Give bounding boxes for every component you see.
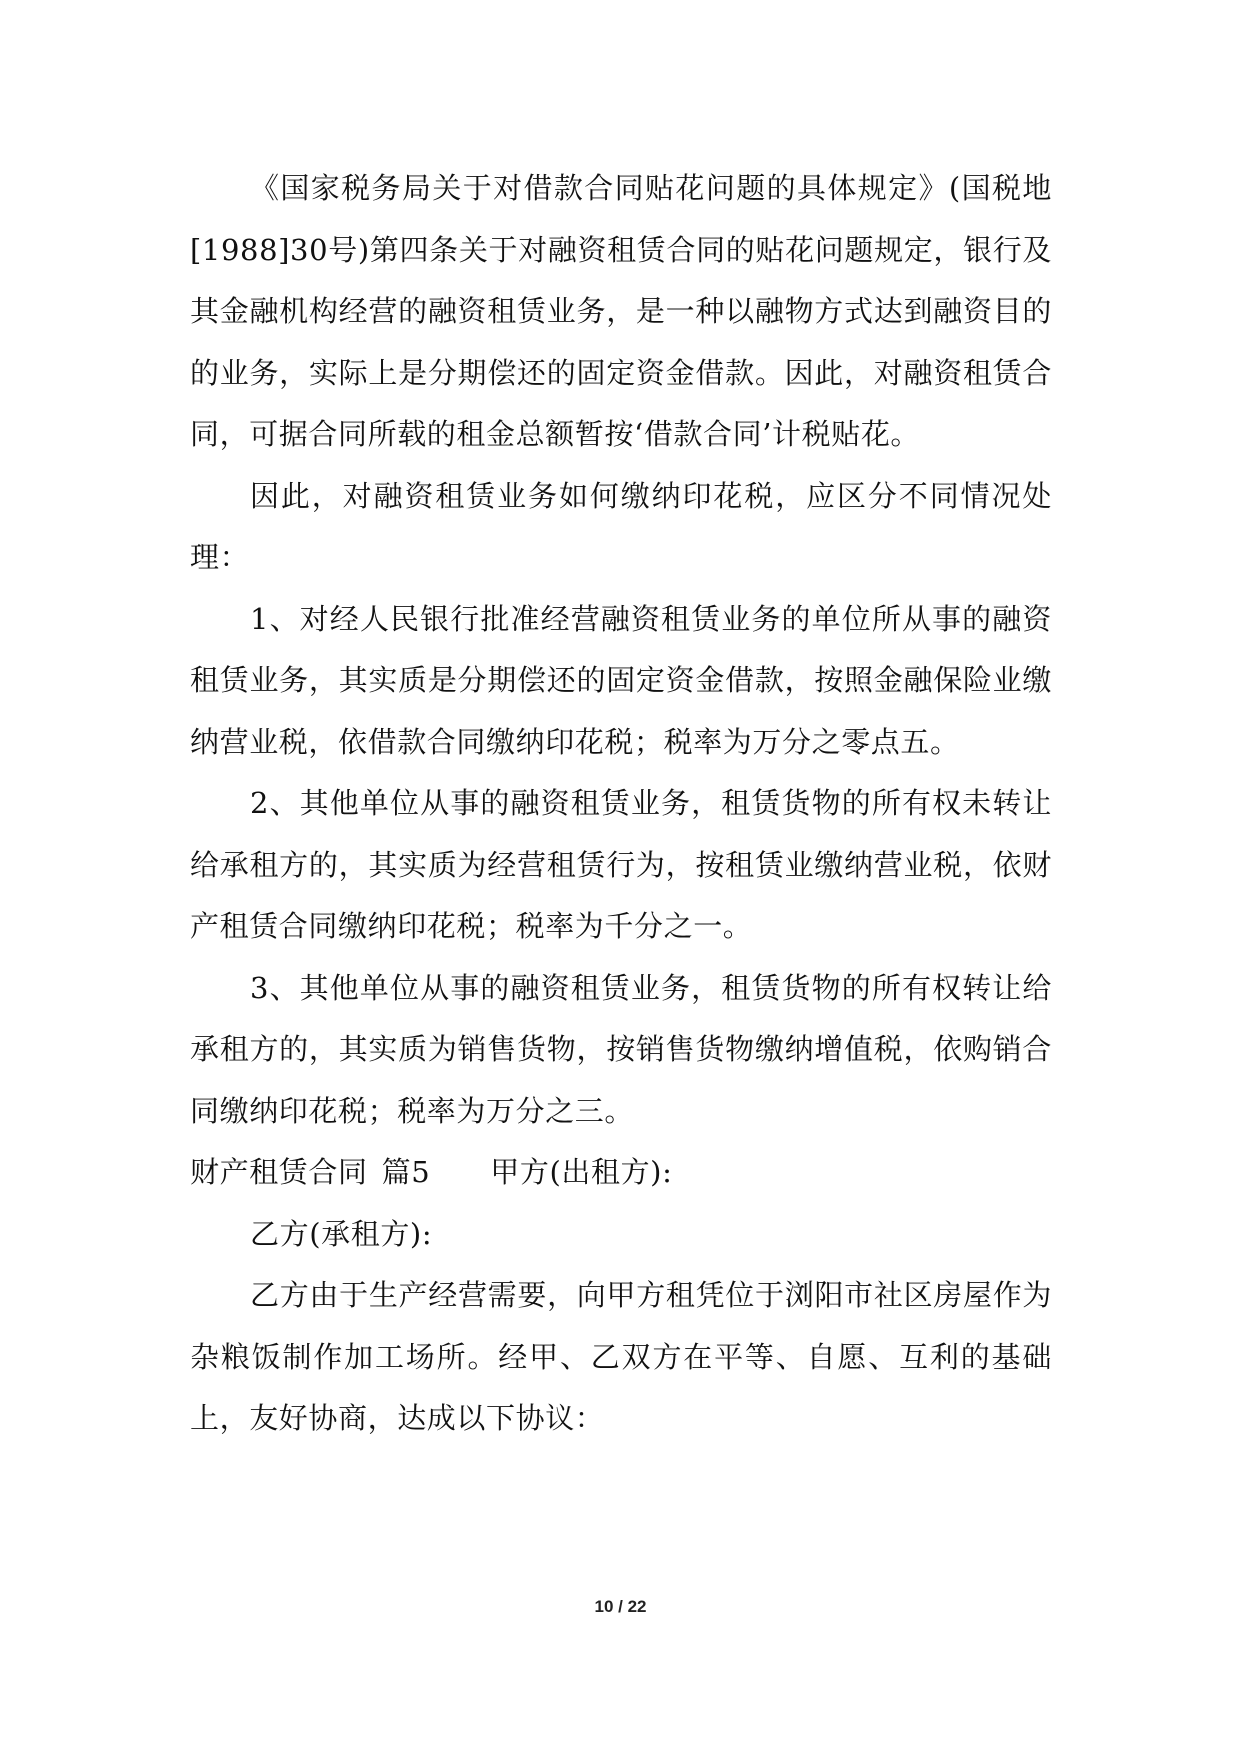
paragraph-classification-intro: 因此，对融资租赁业务如何缴纳印花税，应区分不同情况处理： [190,478,1052,574]
paragraph-case-1: 1、对经人民银行批准经营融资租赁业务的单位所从事的融资租赁业务，其实质是分期偿还的固定资金借款，按照金融保险业缴纳营业税，依借款合同缴纳印花税；税率为万分之零点五。 [190,601,1052,759]
party-b-label: 乙方(承租方): [250,1216,433,1251]
document-body [190,158,1052,1450]
section-title: 财产租赁合同 [190,1155,368,1189]
paragraph-case-2: 2、其他单位从事的融资租赁业务，租赁货物的所有权未转让给承租方的，其实质为经营租赁行为，按租赁业缴纳营业税，依财产租赁合同缴纳印花税；税率为千分之一。 [190,786,1052,943]
section-heading [190,1142,1052,1204]
section-number: 篇5 [381,1155,431,1189]
paragraph-stamp-duty-regulation: 《国家税务局关于对借款合同贴花问题的具体规定》(国税地[1988]30号)第四条关于对融资租赁合同的贴花问题规定，银行及其金融机构经营的融资租赁业务，是一种以融物方式达到融资目的的业务，实际上是分期偿还的固定资金借款。因此，对融资租赁合同，可据合同所载的租金总额暂按‘借款合同’计税贴花。 [190,171,1052,451]
paragraph-case-3: 3、其他单位从事的融资租赁业务，租赁货物的所有权转让给承租方的，其实质为销售货物，按销售货物缴纳增值税，依购销合同缴纳印花税；税率为万分之三。 [190,970,1052,1128]
page-number: 10 / 22 [594,1597,647,1616]
party-a-label: 甲方(出租方): [490,1155,673,1189]
paragraph-agreement: 乙方由于生产经营需要，向甲方租凭位于浏阳市社区房屋作为杂粮饭制作加工场所。经甲、乙双方在平等、自愿、互利的基础上，友好协商，达成以下协议： [190,1278,1052,1435]
